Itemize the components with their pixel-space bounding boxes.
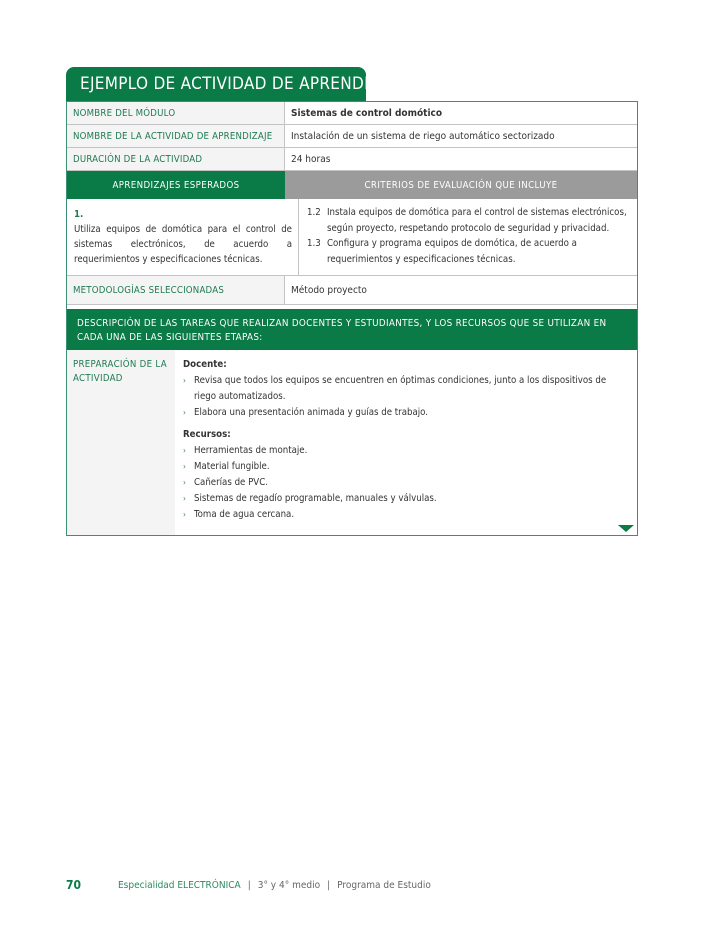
activity-value: Instalación de un sistema de riego automático sectorizado bbox=[291, 130, 555, 142]
list-item: › Herramientas de montaje. bbox=[183, 443, 629, 459]
module-value: Sistemas de control domótico bbox=[291, 107, 443, 119]
chevron-right-icon: › bbox=[183, 376, 186, 385]
criterio-number: 1.3 bbox=[307, 238, 321, 249]
footer-specialty: Especialidad ELECTRÓNICA bbox=[118, 879, 241, 891]
list-item: › Material fungible. bbox=[183, 459, 629, 475]
activity-label: NOMBRE DE LA ACTIVIDAD DE APRENDIZAJE bbox=[67, 125, 285, 147]
chevron-right-icon: › bbox=[183, 510, 186, 519]
page-number: 70 bbox=[66, 878, 82, 892]
methodology-label: METODOLOGÍAS SELECCIONADAS bbox=[67, 276, 285, 304]
list-item: › Sistemas de regadío programable, manuales y válvulas. bbox=[183, 491, 629, 507]
chevron-right-icon: › bbox=[183, 408, 186, 417]
chevron-right-icon: › bbox=[183, 446, 186, 455]
preparation-label: PREPARACIÓN DE LA ACTIVIDAD bbox=[67, 350, 175, 535]
table-row-activity bbox=[67, 125, 637, 148]
preparation-content bbox=[175, 350, 637, 535]
list-item: › Elabora una presentación animada y guías de trabajo. bbox=[183, 405, 629, 421]
criterio-item bbox=[307, 205, 629, 236]
aprendizaje-cell bbox=[67, 199, 299, 275]
description-header: DESCRIPCIÓN DE LAS TAREAS QUE REALIZAN DOCENTES Y ESTUDIANTES, Y LOS RECURSOS QUE SE UTILIZAN EN CADA UNA DE LAS SIGUIENTES ETAPAS: bbox=[67, 309, 637, 350]
section-header-row bbox=[67, 171, 637, 199]
continue-triangle-icon bbox=[618, 525, 634, 532]
table-row-duration bbox=[67, 148, 637, 171]
criterios-header: CRITERIOS DE EVALUACIÓN QUE INCLUYE bbox=[285, 171, 637, 199]
table-row-learning bbox=[67, 199, 637, 276]
aprendizaje-number: 1. bbox=[74, 209, 84, 220]
chevron-right-icon: › bbox=[183, 494, 186, 503]
criterios-cell bbox=[299, 199, 637, 275]
page-footer bbox=[66, 878, 431, 892]
criterio-text: Configura y programa equipos de domótica, de acuerdo a requerimientos y especificaciones técnicas. bbox=[327, 238, 577, 265]
footer-program: Programa de Estudio bbox=[337, 879, 431, 891]
chevron-right-icon: › bbox=[183, 462, 186, 471]
chevron-right-icon: › bbox=[183, 478, 186, 487]
table-row-preparation bbox=[67, 350, 637, 535]
criterio-number: 1.2 bbox=[307, 207, 321, 218]
footer-separator: | bbox=[327, 879, 331, 891]
activity-table bbox=[66, 101, 638, 536]
aprendizaje-text: Utiliza equipos de domótica para el control de sistemas electrónicos, de acuerdo a requerimientos y especificaciones técnicas. bbox=[74, 224, 292, 265]
criterio-item bbox=[307, 236, 629, 267]
table-row-module bbox=[67, 102, 637, 125]
list-item: › Revisa que todos los equipos se encuentren en óptimas condiciones, junto a los dispositivos de riego automatizados. bbox=[183, 373, 629, 405]
methodology-value: Método proyecto bbox=[291, 284, 367, 296]
duration-value: 24 horas bbox=[291, 153, 331, 165]
criterio-text: Instala equipos de domótica para el control de sistemas electrónicos, según proyecto, respetando protocolo de seguridad y privacidad. bbox=[327, 207, 627, 234]
page-title: EJEMPLO DE ACTIVIDAD DE APRENDIZAJE bbox=[66, 67, 366, 101]
list-item: › Cañerías de PVC. bbox=[183, 475, 629, 491]
recursos-title: Recursos: bbox=[183, 429, 231, 440]
list-item: › Toma de agua cercana. bbox=[183, 507, 629, 523]
module-label: NOMBRE DEL MÓDULO bbox=[67, 102, 285, 124]
footer-separator: | bbox=[247, 879, 251, 891]
duration-label: DURACIÓN DE LA ACTIVIDAD bbox=[67, 148, 285, 170]
aprendizajes-header: APRENDIZAJES ESPERADOS bbox=[67, 171, 285, 199]
footer-level: 3° y 4° medio bbox=[257, 879, 321, 891]
table-row-methodology bbox=[67, 276, 637, 305]
docente-title: Docente: bbox=[183, 359, 227, 370]
